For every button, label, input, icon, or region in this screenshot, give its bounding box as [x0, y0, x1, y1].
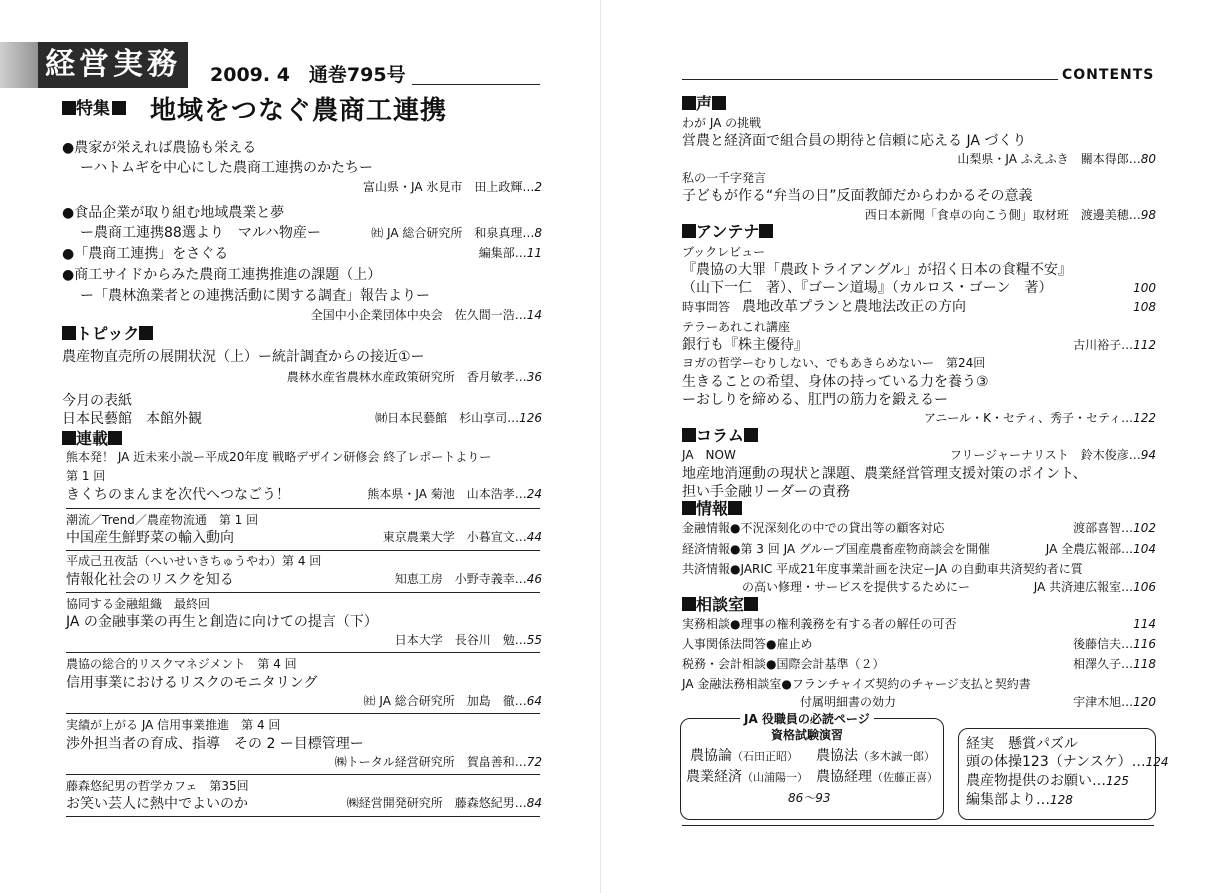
feature-page: 11 — [526, 246, 542, 260]
info-author-row — [1034, 581, 1156, 593]
info-author: 渡部喜智… — [1073, 521, 1134, 535]
square-bullet-icon — [112, 101, 126, 115]
serial-page: 46 — [526, 572, 542, 586]
topics-author: 農林水産省農林水産政策研究所 香月敏孝… — [286, 370, 527, 384]
info-heading: 情報 — [682, 501, 742, 517]
consult-author-row — [1073, 658, 1156, 670]
serial-author: ㈳ JA 総合研究所 加島 徹… — [363, 694, 527, 708]
square-bullet-icon — [759, 224, 773, 238]
serial-author-row — [347, 797, 542, 809]
column-page: 94 — [1140, 448, 1156, 462]
topics-page: 36 — [526, 370, 542, 384]
exam-box-subheader: 資格試験演習 — [771, 728, 844, 742]
column-line: 地産地消運動の現状と課題、農業経営管理支援対策のポイント、 — [682, 466, 1087, 482]
square-bullet-icon — [682, 428, 696, 442]
jiji-title: 農地改革プランと農地法改正の方向 — [742, 299, 966, 315]
voice-title: 営農と経済面で組合員の期待と信頼に応える JA づくり — [682, 133, 1027, 149]
book-page: 100 — [1133, 281, 1156, 295]
divider — [66, 508, 540, 509]
feature-title: ●商工サイドからみた農商工連携推進の課題（上） — [62, 267, 382, 283]
divider — [66, 550, 540, 551]
info-item: 共済情報●JARIC 平成21年度事業計画を決定ーJA の自動車共済契約者に質 — [682, 562, 1083, 576]
terra-page: 112 — [1133, 338, 1156, 352]
serial-page: 84 — [526, 796, 542, 810]
square-bullet-icon — [682, 501, 696, 515]
serial-author: 東京農業大学 小暮宣文… — [382, 530, 527, 544]
puzzle-line: 経実 懸賞パズル — [966, 736, 1078, 752]
info-author: JA 全農広報部… — [1045, 542, 1134, 556]
jiji-label: 時事問答 — [682, 300, 731, 314]
voice-page: 80 — [1140, 152, 1156, 166]
serial-title: 信用事業におけるリスクのモニタリング — [66, 675, 318, 691]
feature-subtitle: ーハトムギを中心にした農商工連携のかたちー — [80, 160, 374, 176]
square-bullet-icon — [682, 224, 696, 238]
terra-author: 古川裕子… — [1073, 338, 1134, 352]
feature-title: ●食品企業が取り組む地域農業と夢 — [62, 205, 285, 221]
voice-author-row — [865, 209, 1156, 221]
square-bullet-icon — [744, 428, 758, 442]
topics-title: 農産物直売所の展開状況（上）ー統計調査からの接近①ー — [62, 349, 425, 365]
consult-author: 相澤久子… — [1073, 657, 1134, 671]
cover-author: ㈶日本民藝館 杉山享司… — [375, 411, 520, 425]
serial-author: 熊本県・JA 菊池 山本浩孝… — [367, 487, 527, 501]
square-bullet-icon — [62, 326, 76, 340]
cover-page: 126 — [519, 411, 542, 425]
serial-title: 中国産生鮮野菜の輸入動向 — [66, 530, 234, 546]
puzzle-line: 農産物提供のお願い…125 — [966, 773, 1129, 789]
info-page: 102 — [1133, 521, 1156, 535]
column-author: フリージャーナリスト 鈴木俊彦… — [949, 448, 1141, 462]
serial-author: ㈱トータル経営研究所 賀畠善和… — [334, 755, 527, 769]
info-page: 104 — [1133, 542, 1156, 556]
square-bullet-icon — [62, 431, 76, 445]
consult-author: 宇津木旭… — [1073, 695, 1134, 709]
serial-page: 55 — [526, 633, 542, 647]
bottom-rule — [682, 825, 1154, 826]
column-author-row — [950, 449, 1156, 461]
square-bullet-icon — [108, 431, 122, 445]
consult-item: 人事関係法問答●雇止め — [682, 637, 813, 651]
serial-series: 平成己丑夜話（へいせいきちゅうやわ）第 4 回 — [66, 554, 322, 568]
exam-pages: 86～93 — [788, 791, 831, 805]
serial-page: 44 — [526, 530, 542, 544]
info-page: 106 — [1133, 580, 1156, 594]
square-bullet-icon — [682, 96, 696, 110]
topics-author-row — [287, 371, 542, 383]
square-bullet-icon — [139, 326, 153, 340]
feature-author-row — [363, 181, 542, 193]
feature-author: 編集部… — [478, 246, 527, 260]
voice-page: 98 — [1140, 208, 1156, 222]
serial-author-row — [364, 695, 542, 707]
feature-page: 14 — [526, 308, 542, 322]
feature-subtitle: ー農商工連携88選より マルハ物産ー — [80, 225, 321, 241]
issue-rule — [412, 84, 540, 85]
column-line: 担い手金融リーダーの責務 — [682, 484, 850, 500]
square-bullet-icon — [712, 96, 726, 110]
cover-author-row — [375, 412, 542, 424]
serial-author: 日本大学 長谷川 勉… — [394, 633, 527, 647]
yoga-title: 生きることの希望、身体の持っている力を養う③ — [682, 374, 989, 390]
consult-author-row — [1073, 638, 1156, 650]
voice-heading: 声 — [682, 96, 726, 112]
consult-item: 税務・会計相談●国際会計基準（２） — [682, 657, 885, 671]
divider — [66, 592, 540, 593]
voice-author: 山梨県・JA ふえふき 關本得郎… — [957, 152, 1141, 166]
column-label: JA NOW — [682, 448, 736, 462]
serial-title: お笑い芸人に熱中でよいのか — [66, 796, 248, 812]
voice-author: 西日本新聞「食卓の向こう側」取材班 渡邊美穂… — [864, 208, 1141, 222]
consult-item: 実務相談●理事の権利義務を有する者の解任の可否 — [682, 617, 957, 631]
serial-page: 64 — [526, 694, 542, 708]
feature-subtitle: ー「農林漁業者との連携活動に関する調査」報告よりー — [80, 288, 430, 304]
yoga-page: 122 — [1133, 411, 1156, 425]
feature-author: 全国中小企業団体中央会 佐久間一浩… — [310, 308, 527, 322]
feature-title: ●「農商工連携」をさぐる — [62, 246, 229, 262]
square-bullet-icon — [682, 597, 696, 611]
yoga-series: ヨガの哲学ーむりしない、でもあきらめないー 第24回 — [682, 356, 986, 370]
divider — [66, 774, 540, 775]
voice-author-row — [957, 153, 1156, 165]
feature-author-row — [479, 247, 542, 259]
consult-item: JA 金融法務相談室●フランチャイズ契約のチャージ支払と契約書 — [682, 677, 1031, 691]
serial-author-row — [395, 573, 542, 585]
voice-title: 子どもが作る“弁当の日”反面教師だからわかるその意義 — [682, 188, 1033, 204]
special-heading — [62, 101, 126, 118]
puzzle-line: 頭の体操123（ナンスケ）…124 — [966, 754, 1169, 770]
feature-page: 2 — [534, 180, 542, 194]
info-item: 経済情報●第 3 回 JA グループ国産農畜産物商談会を開催 — [682, 542, 990, 556]
terra-label: テラーあれこれ講座 — [682, 320, 791, 334]
exam-row: 農業経済（山浦陽一） — [686, 769, 808, 785]
divider — [66, 652, 540, 653]
exam-row: 農協経理（佐藤正喜） — [816, 769, 938, 785]
consult-author: 後藤信夫… — [1073, 637, 1134, 651]
consult-item-cont: 付属明細書の効力 — [800, 695, 897, 709]
serial-page: 24 — [526, 487, 542, 501]
book-title: 『農協の大罪「農政トライアングル」が招く日本の食糧不安』 — [682, 262, 1072, 278]
serial-title: 渉外担当者の育成、指導 その 2 ー目標管理ー — [66, 736, 364, 752]
contents-label: CONTENTS — [1062, 67, 1155, 83]
terra-author-row — [1073, 339, 1156, 351]
exam-row: 農協論（石田正昭） — [690, 748, 798, 764]
consult-page: 118 — [1133, 657, 1156, 671]
divider — [66, 816, 540, 817]
serial-author-row — [335, 756, 542, 768]
page-gutter — [600, 0, 601, 893]
consult-page: 114 — [1133, 617, 1156, 631]
yoga-author-row — [924, 412, 1156, 424]
consult-page: 116 — [1133, 637, 1156, 651]
consult-heading: 相談室 — [682, 597, 758, 613]
serial-page: 72 — [526, 755, 542, 769]
contents-rule — [682, 79, 1058, 80]
serial-series: 実績が上がる JA 信用事業推進 第 4 回 — [66, 718, 281, 732]
feature-title: ●農家が栄えれば農協も栄える — [62, 140, 257, 156]
feature-author: ㈳ JA 総合研究所 和泉真理… — [371, 226, 535, 240]
serial-series: 潮流／Trend／農産物流通 第 1 回 — [66, 513, 259, 527]
serial-author-row — [383, 531, 542, 543]
square-bullet-icon — [728, 501, 742, 515]
consult-page: 120 — [1133, 695, 1156, 709]
info-item-cont: の高い修理・サービスを提供するためにー — [742, 580, 971, 594]
exam-box-header: JA 役職員の必読ページ — [740, 713, 874, 725]
serial-series: 熊本発！ JA 近未来小説ー平成20年度 戦略デザイン研修会 終了レポートよりー — [66, 450, 492, 464]
feature-page: 8 — [534, 226, 542, 240]
serial-author: ㈱経営開発研究所 藤森悠紀男… — [346, 796, 527, 810]
info-author-row — [1073, 522, 1156, 534]
square-bullet-icon — [62, 101, 76, 115]
yoga-subtitle: ーおしりを締める、肛門の筋力を鍛えるー — [682, 392, 948, 408]
info-item: 金融情報●不況深刻化の中での貸出等の顧客対応 — [682, 521, 945, 535]
voice-series: 私の一千字発言 — [682, 171, 767, 185]
book-line2: （山下一仁 著）、『ゴーン道場』（カルロス・ゴーン 著） — [682, 280, 1053, 296]
topics-heading: トピック — [62, 326, 153, 342]
issue-label: 2009. 4 通巻795号 — [210, 64, 406, 86]
info-author-row — [1046, 543, 1156, 555]
serial-title: きくちのまんまを次代へつなごう！ — [66, 487, 290, 503]
divider — [66, 713, 540, 714]
cover-title: 日本民藝館 本館外観 — [62, 411, 202, 427]
exam-row: 農協法（多木誠一郎） — [816, 748, 935, 764]
antenna-heading: アンテナ — [682, 224, 773, 240]
serial-series: 農協の総合的リスクマネジメント 第 4 回 — [66, 657, 297, 671]
serial-author-row — [395, 634, 542, 646]
square-bullet-icon — [744, 597, 758, 611]
terra-title: 銀行も『株主優待』 — [682, 337, 808, 353]
serial-series: 第 1 回 — [66, 469, 106, 483]
puzzle-line: 編集部より…128 — [966, 792, 1073, 808]
column-heading: コラム — [682, 428, 758, 444]
feature-author-row — [311, 309, 542, 321]
feature-author-row — [371, 227, 542, 239]
serial-series: 藤森悠紀男の哲学カフェ 第35回 — [66, 779, 249, 793]
serial-heading: 連載 — [62, 431, 122, 447]
cover-label: 今月の表紙 — [62, 393, 132, 409]
feature-author: 富山県・JA 氷見市 田上政輝… — [363, 180, 535, 194]
serial-title: 情報化社会のリスクを知る — [66, 572, 234, 588]
magazine-title: 経営実務 — [38, 42, 188, 88]
serial-title: JA の金融事業の再生と創造に向けての提言（下） — [66, 614, 378, 630]
jiji-page: 108 — [1133, 300, 1156, 314]
voice-series: わが JA の挑戦 — [682, 116, 762, 130]
serial-author-row — [367, 488, 542, 500]
special-title: 地域をつなぐ農商工連携 — [150, 96, 448, 126]
serial-series: 協同する金融組織 最終回 — [66, 597, 211, 611]
special-label: 特集 — [76, 99, 110, 119]
consult-author-row — [1073, 696, 1156, 708]
serial-author: 知恵工房 小野寺義幸… — [394, 572, 527, 586]
yoga-author: アニール・K・セティ、秀子・セティ… — [923, 411, 1134, 425]
info-author: JA 共済連広報室… — [1033, 580, 1134, 594]
book-label: ブックレビュー — [682, 245, 766, 259]
